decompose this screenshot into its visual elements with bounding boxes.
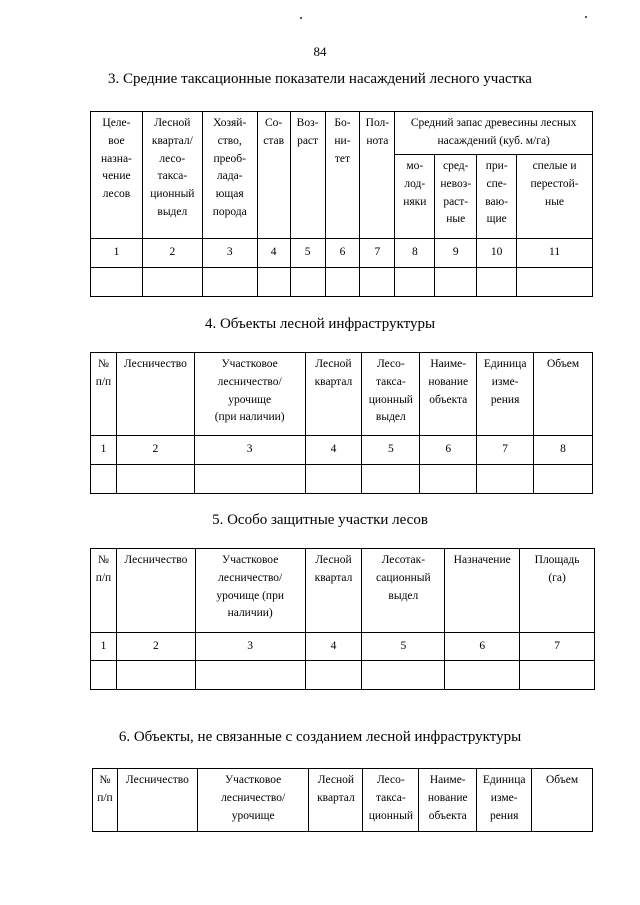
section-6-table [92, 768, 593, 832]
number-cell: 5 [362, 436, 420, 465]
empty-cell [257, 268, 290, 297]
header-cell: Единица изме- рения [477, 353, 534, 436]
empty-cell [395, 268, 435, 297]
header-cell: Пол- нота [360, 112, 395, 239]
header-cell: Лесной квартал/ лесо- такса- ционный выдел [142, 112, 202, 239]
empty-cell [91, 465, 117, 494]
section-5-table [90, 548, 595, 690]
number-cell: 10 [477, 239, 517, 268]
number-cell: 2 [116, 633, 195, 661]
number-cell: 5 [290, 239, 325, 268]
empty-cell [362, 661, 445, 690]
number-cell: 8 [534, 436, 593, 465]
empty-cell [91, 268, 143, 297]
number-cell: 9 [435, 239, 477, 268]
empty-cell [477, 465, 534, 494]
number-cell: 2 [142, 239, 202, 268]
header-cell: Участковое лесничество/ урочище (при наличии) [195, 549, 305, 633]
number-cell: 7 [477, 436, 534, 465]
header-cell: Лесной квартал [309, 769, 363, 832]
header-cell: Хозяй- ство, преоб- лада- ющая порода [202, 112, 257, 239]
empty-cell [362, 465, 420, 494]
empty-cell [420, 465, 477, 494]
section-4-table [90, 352, 593, 494]
empty-cell [290, 268, 325, 297]
number-cell: 3 [195, 633, 305, 661]
number-cell: 3 [202, 239, 257, 268]
empty-cell [517, 268, 593, 297]
header-cell: Площадь (га) [520, 549, 595, 633]
header-cell: Лесничество [117, 769, 197, 832]
number-cell: 4 [305, 633, 362, 661]
scan-speck [585, 16, 587, 18]
number-cell: 2 [116, 436, 194, 465]
number-cell: 6 [420, 436, 477, 465]
empty-cell [360, 268, 395, 297]
header-cell: Наиме- нование объекта [419, 769, 477, 832]
number-cell: 7 [520, 633, 595, 661]
header-cell: № п/п [91, 549, 117, 633]
empty-cell [116, 661, 195, 690]
empty-cell [325, 268, 360, 297]
group-header-cell: Средний запас древесины лесных насаждений (куб. м/га) [395, 112, 593, 155]
header-cell: Объем [534, 353, 593, 436]
header-cell: Лесотак- сационный выдел [362, 549, 445, 633]
header-cell: Объем [532, 769, 593, 832]
section-3-table [90, 111, 593, 297]
empty-cell [520, 661, 595, 690]
number-cell: 4 [257, 239, 290, 268]
section-6-title: 6. Объекты, не связанные с созданием лесной инфраструктуры [118, 729, 522, 745]
empty-cell [116, 465, 194, 494]
number-cell: 6 [325, 239, 360, 268]
header-cell: Со- став [257, 112, 290, 239]
header-cell: № п/п [93, 769, 118, 832]
header-cell: Лесо- такса- ционный выдел [362, 353, 420, 436]
empty-cell [445, 661, 520, 690]
number-cell: 7 [360, 239, 395, 268]
empty-cell [195, 661, 305, 690]
header-cell: Лесо- такса- ционный [363, 769, 419, 832]
empty-cell [142, 268, 202, 297]
section-5-title: 5. Особо защитные участки лесов [212, 512, 428, 528]
page-number: 84 [313, 44, 327, 59]
header-cell: Лесной квартал [305, 353, 362, 436]
number-cell: 1 [91, 633, 117, 661]
empty-cell [194, 465, 305, 494]
sub-header-cell: сред- невоз- раст- ные [435, 155, 477, 239]
sub-header-cell: при- спе- ваю- щие [477, 155, 517, 239]
empty-cell [91, 661, 117, 690]
number-cell: 6 [445, 633, 520, 661]
header-cell: Участковое лесничество/ урочище (при наличии) [194, 353, 305, 436]
sub-header-cell: мо- лод- няки [395, 155, 435, 239]
scan-speck [300, 17, 302, 19]
number-cell: 3 [194, 436, 305, 465]
empty-cell [534, 465, 593, 494]
header-cell: Лесничество [116, 549, 195, 633]
number-cell: 4 [305, 436, 362, 465]
header-cell: Бо- ни- тет [325, 112, 360, 239]
empty-cell [305, 465, 362, 494]
section-3-title: 3. Средние таксационные показатели насаждений лесного участка [108, 71, 532, 87]
section-4-title: 4. Объекты лесной инфраструктуры [204, 316, 436, 332]
empty-cell [435, 268, 477, 297]
header-cell: Наиме- нование объекта [420, 353, 477, 436]
header-cell: Назначение [445, 549, 520, 633]
header-cell: Целе- вое назна- чение лесов [91, 112, 143, 239]
number-cell: 8 [395, 239, 435, 268]
number-cell: 1 [91, 436, 117, 465]
header-cell: Участковое лесничество/ урочище [197, 769, 309, 832]
sub-header-cell: спелые и перестой- ные [517, 155, 593, 239]
header-cell: Воз- раст [290, 112, 325, 239]
empty-cell [477, 268, 517, 297]
empty-cell [305, 661, 362, 690]
number-cell: 5 [362, 633, 445, 661]
header-cell: Единица изме- рения [477, 769, 532, 832]
empty-cell [202, 268, 257, 297]
header-cell: Лесничество [116, 353, 194, 436]
number-cell: 1 [91, 239, 143, 268]
header-cell: № п/п [91, 353, 117, 436]
header-cell: Лесной квартал [305, 549, 362, 633]
number-cell: 11 [517, 239, 593, 268]
